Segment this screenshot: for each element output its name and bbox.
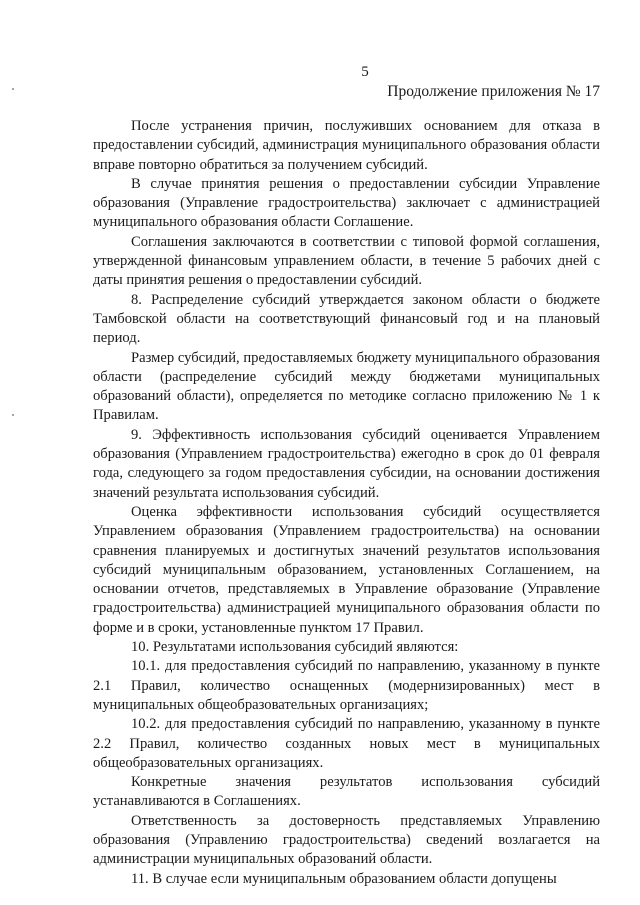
paragraph: 10.1. для предоставления субсидий по направлению, указанному в пункте 2.1 Правил, количество оснащенных (модернизированных) мест в муниципальных общеобразовательных организациях; [93,658,600,713]
paragraph: 11. В случае если муниципальным образованием области допущены [131,870,557,887]
paragraph: Размер субсидий, предоставляемых бюджету муниципального образования области (распределение субсидий между бюджетами муниципальных образований области), определяется по методике согласно приложению № 1 к Правилам. [93,349,600,424]
document-body [93,117,600,889]
page-number: 5 [361,64,369,80]
paragraph: Ответственность за достоверность представляемых Управлению образования (Управлению градостроительства) сведений возлагается на администрации муниципальных образований области. [93,812,600,868]
paragraph: 10.2. для предоставления субсидий по направлению, указанному в пункте 2.2 Правил, количество созданных новых мест в муниципальных общеобразовательных организациях. [93,716,600,771]
paragraph: Оценка эффективности использования субсидий осуществляется Управлением образования (Управлением градостроительства) на основании сравнения планируемых и достигнутых значений результатов использования субсидий муниципальным образованием, установленных Соглашением, на основании отчетов, представляемых в Управление образование (Управление градостроительства) администрацией муниципального образования области по форме и в сроки, установленные пунктом 17 Правил. [93,503,600,636]
paragraph: Конкретные значения результатов использования субсидий устанавливаются в Соглашениях. [93,774,600,810]
margin-mark [12,414,14,416]
paragraph: Соглашения заключаются в соответствии с типовой формой соглашения, утвержденной финансовым управлением области, в течение 5 рабочих дней с даты принятия решения о предоставлении субсидий. [93,233,600,289]
margin-mark [12,88,14,90]
continuation-header: Продолжение приложения № 17 [387,83,600,100]
paragraph: 9. Эффективность использования субсидий оценивается Управлением образования (Управлением градостроительства) ежегодно в срок до 01 февраля года, следующего за годом предоставления субсидии, на основании достижения значений результата использования субсидий. [93,426,600,501]
paragraph: 8. Распределение субсидий утверждается законом области о бюджете Тамбовской области на соответствующий финансовый год и на плановый период. [93,291,600,347]
paragraph: 10. Результатами использования субсидий являются: [131,639,459,656]
paragraph: После устранения причин, послуживших основанием для отказа в предоставлении субсидий, администрация муниципального образования области вправе повторно обратиться за получением субсидий. [93,118,600,173]
paragraph: В случае принятия решения о предоставлении субсидии Управление образования (Управление градостроительства) заключает с администрацией муниципального образования области Соглашение. [93,175,600,231]
